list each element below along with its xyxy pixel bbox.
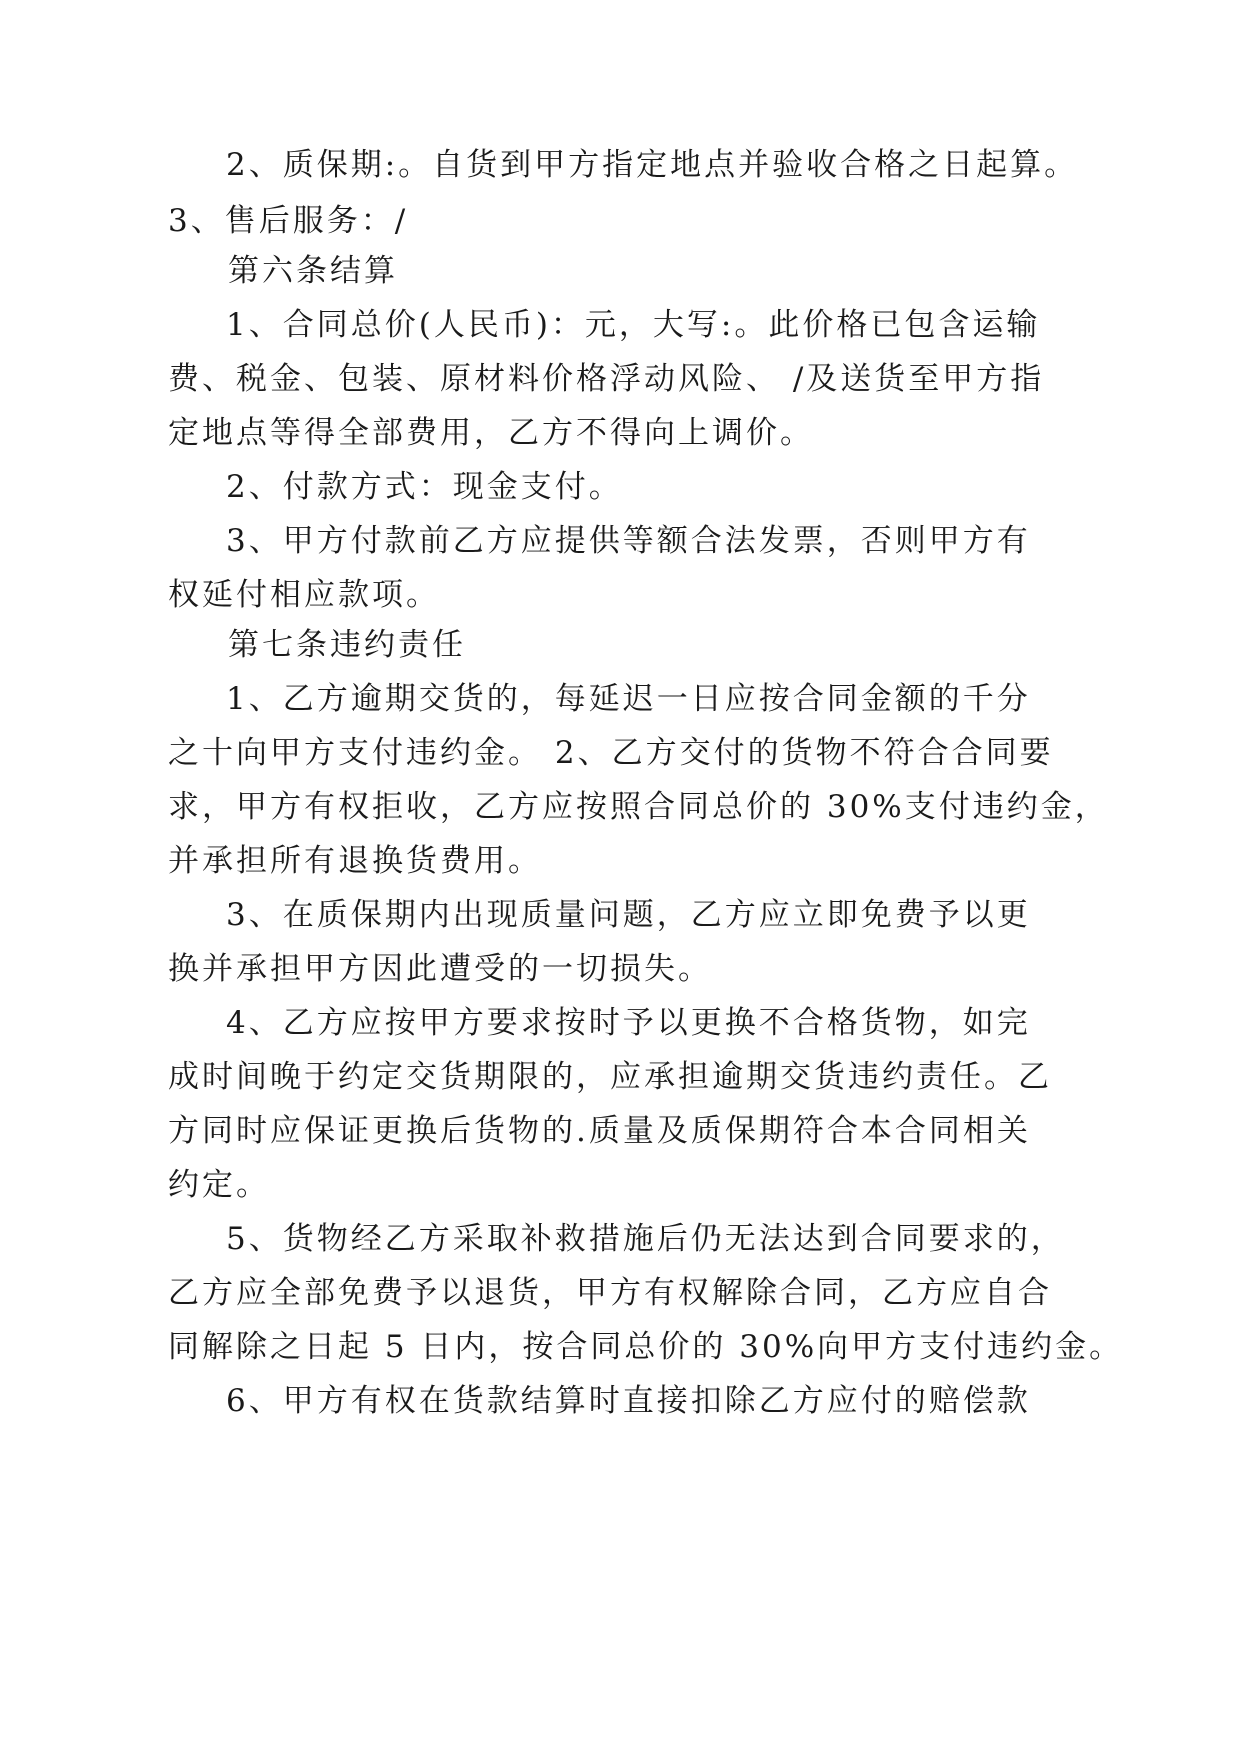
text-line-total-price: 1、合同总价(人民币)：元，大写:。此价格已包含运输 <box>226 307 1041 343</box>
text-line-after-sales: 3、售后服务：/ <box>168 203 409 239</box>
text-line-late-delivery: 1、乙方逾期交货的，每延迟一日应按合同金额的千分 <box>226 681 1031 717</box>
text-line-replacement: 4、乙方应按甲方要求按时予以更换不合格货物，如完 <box>226 1005 1031 1041</box>
section-heading-settlement: 第六条结算 <box>228 253 398 289</box>
text-line-late-delivery-cont-1: 之十向甲方支付违约金。 2、乙方交付的货物不符合合同要 <box>168 735 1054 771</box>
text-line-replacement-cont-1: 成时间晚于约定交货期限的，应承担逾期交货违约责任。乙 <box>168 1059 1052 1095</box>
section-heading-liability: 第七条违约责任 <box>228 627 466 663</box>
text-line-late-delivery-cont-2: 求，甲方有权拒收，乙方应按照合同总价的 30%支付违约金， <box>168 789 1109 825</box>
text-line-total-price-cont-2: 定地点等得全部费用，乙方不得向上调价。 <box>168 415 814 451</box>
text-line-quality-issue-cont: 换并承担甲方因此遭受的一切损失。 <box>168 951 712 987</box>
text-line-late-delivery-cont-3: 并承担所有退换货费用。 <box>168 843 542 879</box>
text-line-replacement-cont-2: 方同时应保证更换后货物的.质量及质保期符合本合同相关 <box>168 1113 1031 1149</box>
text-line-remedy-cont-2: 同解除之日起 5 日内，按合同总价的 30%向甲方支付违约金。 <box>168 1329 1124 1365</box>
text-line-deduction: 6、甲方有权在货款结算时直接扣除乙方应付的赔偿款 <box>226 1383 1031 1419</box>
text-line-quality-issue: 3、在质保期内出现质量问题，乙方应立即免费予以更 <box>226 897 1031 933</box>
text-line-invoice: 3、甲方付款前乙方应提供等额合法发票，否则甲方有 <box>226 523 1031 559</box>
text-line-replacement-cont-3: 约定。 <box>168 1167 270 1203</box>
text-line-total-price-cont-1: 费、税金、包装、原材料价格浮动风险、 /及送货至甲方指 <box>168 361 1045 397</box>
text-line-invoice-cont: 权延付相应款项。 <box>168 577 440 613</box>
text-line-remedy: 5、货物经乙方采取补救措施后仍无法达到合同要求的， <box>226 1221 1065 1257</box>
text-line-remedy-cont-1: 乙方应全部免费予以退货，甲方有权解除合同，乙方应自合 <box>168 1275 1052 1311</box>
text-line-payment-method: 2、付款方式：现金支付。 <box>226 469 623 505</box>
text-line-warranty-period: 2、质保期:。自货到甲方指定地点并验收合格之日起算。 <box>226 147 1079 183</box>
